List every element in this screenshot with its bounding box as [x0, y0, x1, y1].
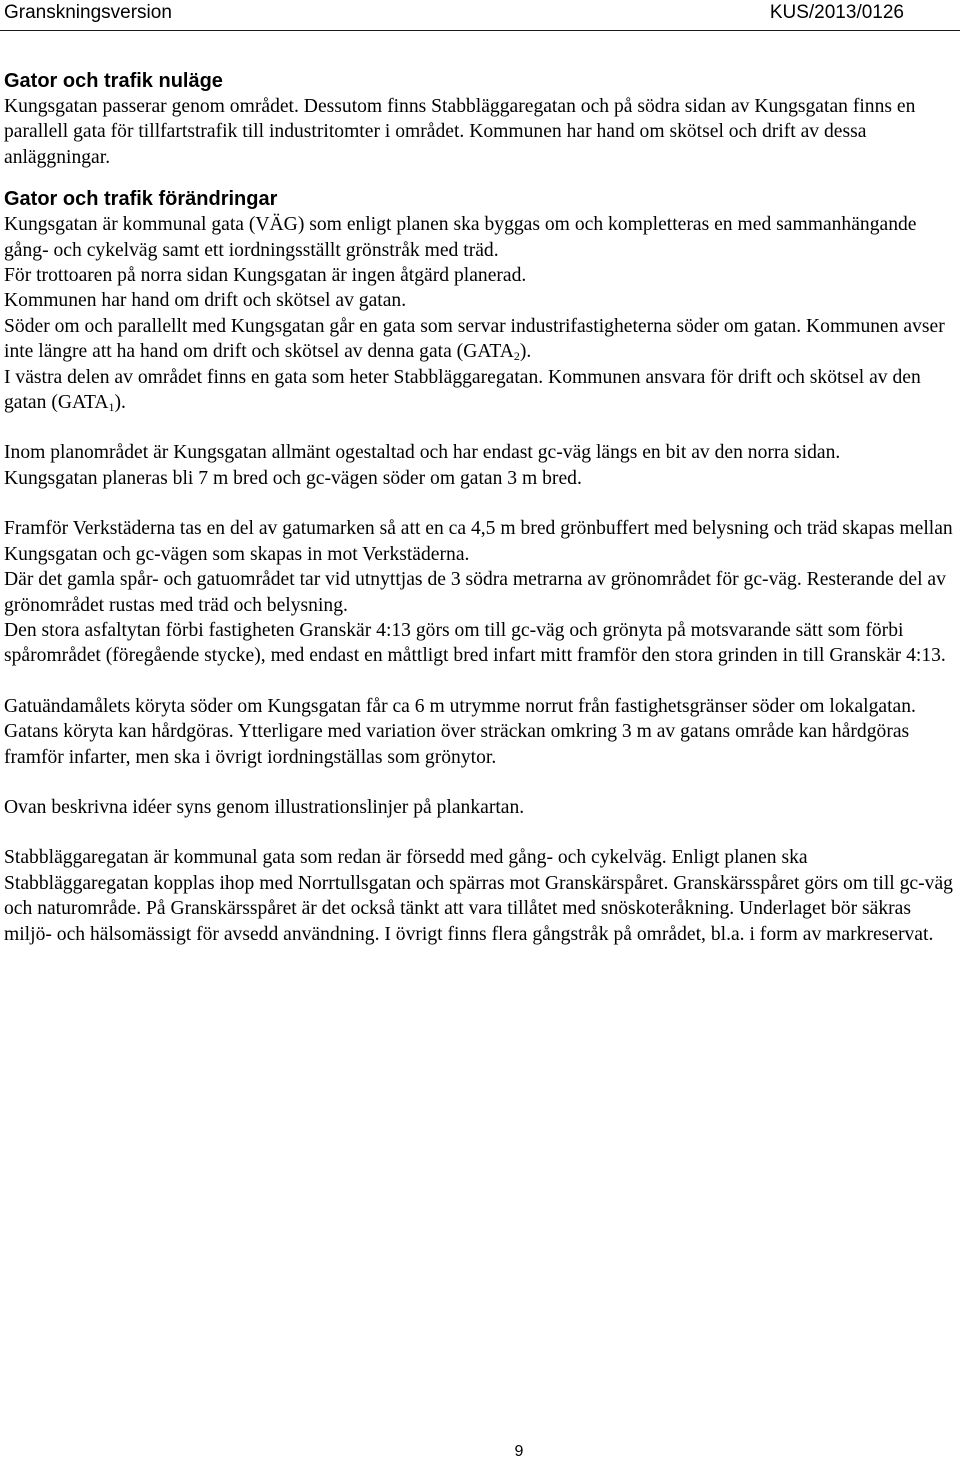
paragraph-parallel-street-text: Söder om och parallellt med Kungsgatan går en gata som servar industrifastigheterna söder om gatan. Kommunen avser inte längre att ha hand om drift och skötsel av denna gata (GATA — [4, 315, 945, 363]
paragraph-spacer — [4, 770, 956, 795]
paragraph-stabblaggaregatan-plan: Stabbläggaregatan är kommunal gata som redan är försedd med gång- och cykelväg. Enligt planen ska Stabbläggaregatan kopplas ihop med Norrtullsgatan och spärras mot Granskärspåret. Granskärsspåret görs om till gc-väg och naturområde. På Granskärsspåret är det också tänkt att vara tillåtet med snöskoteråkning. Underlaget bör säkras miljö- och hälsomässigt för avsedd användning. I övrigt finns flera gångstråk på området, bl.a. i form av markreservat. — [4, 847, 953, 945]
document-body — [4, 68, 956, 947]
paragraph-unshaped-street: Inom planområdet är Kungsgatan allmänt ogestaltad och har endast gc-väg längs en bit av den norra sidan. — [4, 442, 841, 464]
paragraph-carriageway: Gatuändamålets köryta söder om Kungsgatan får ca 6 m utrymme norrut från fastighetsgränser söder om lokalgatan. — [4, 695, 916, 717]
paragraph-green-buffer: Framför Verkstäderna tas en del av gatumarken så att en ca 4,5 m bred grönbuffert med belysning och träd skapas mellan Kungsgatan och gc-vägen som skapas in mot Verkstäderna. — [4, 518, 953, 565]
paragraph-parallel-street — [4, 314, 956, 365]
paragraph-asphalt-area: Den stora asfaltytan förbi fastigheten Granskär 4:13 görs om till gc-väg och grönyta på motsvarande sätt som förbi spårområdet (föregående stycke), med endast en måttligt bred infart mitt framför den stora grinden in till Granskär 4:13. — [4, 619, 946, 667]
paragraph-stabblaggaregatan-text: I västra delen av området finns en gata som heter Stabbläggaregatan. Kommunen ansvara för drift och skötsel av den gatan (GATA — [4, 366, 921, 414]
header-version-label: Granskningsversion — [4, 2, 172, 23]
paragraph-spacer — [4, 491, 956, 516]
paragraph-hard-surface: Gatans köryta kan hårdgöras. Ytterligare med variation över sträckan omkring 3 m av gatans område kan hårdgöras framför infarter, men ska i övrigt iordningställas som grönytor. — [4, 721, 910, 768]
paragraph-stabblaggaregatan-end: ). — [114, 392, 126, 414]
gata-subscript: 2 — [513, 349, 520, 364]
paragraph-spacer — [4, 669, 956, 694]
page-number: 9 — [514, 1443, 524, 1460]
header-document-id: KUS/2013/0126 — [769, 2, 904, 23]
paragraph-kungsgatan-rebuild: Kungsgatan är kommunal gata (VÄG) som enligt planen ska byggas om och kompletteras en med sammanhängande gång- och cykelväg samt ett iordningsställt grönstråk med träd. — [4, 214, 917, 261]
paragraph-parallel-street-end: ). — [519, 341, 532, 363]
paragraph-stabblaggaregatan — [4, 365, 956, 416]
section-heading-changes: Gator och trafik förändringar — [4, 188, 278, 211]
paragraph-current-status: Kungsgatan passerar genom området. Dessutom finns Stabbläggaregatan och på södra sidan av Kungsgatan finns en parallell gata för tillfartstrafik till industritomter i området. Kommunen har hand om skötsel och drift av dessa anläggningar. — [4, 96, 916, 168]
gata-subscript: 1 — [108, 400, 115, 415]
page-header — [0, 0, 960, 31]
paragraph-track-area: Där det gamla spår- och gatuområdet tar vid utnyttjas de 3 södra metrarna av grönområdet för gc-väg. Resterande del av grönområdet rustas med träd och belysning. — [4, 569, 946, 616]
section-heading-current-status: Gator och trafik nuläge — [4, 70, 223, 92]
paragraph-street-width: Kungsgatan planeras bli 7 m bred och gc-vägen söder om gatan 3 m bred. — [4, 467, 582, 489]
paragraph-sidewalk: För trottoaren på norra sidan Kungsgatan är ingen åtgärd planerad. — [4, 265, 527, 287]
paragraph-illustration-lines: Ovan beskrivna idéer syns genom illustrationslinjer på plankartan. — [4, 796, 525, 818]
paragraph-spacer — [4, 820, 956, 845]
paragraph-municipality-maintenance: Kommunen har hand om drift och skötsel av gatan. — [4, 290, 407, 312]
paragraph-spacer — [4, 415, 956, 440]
